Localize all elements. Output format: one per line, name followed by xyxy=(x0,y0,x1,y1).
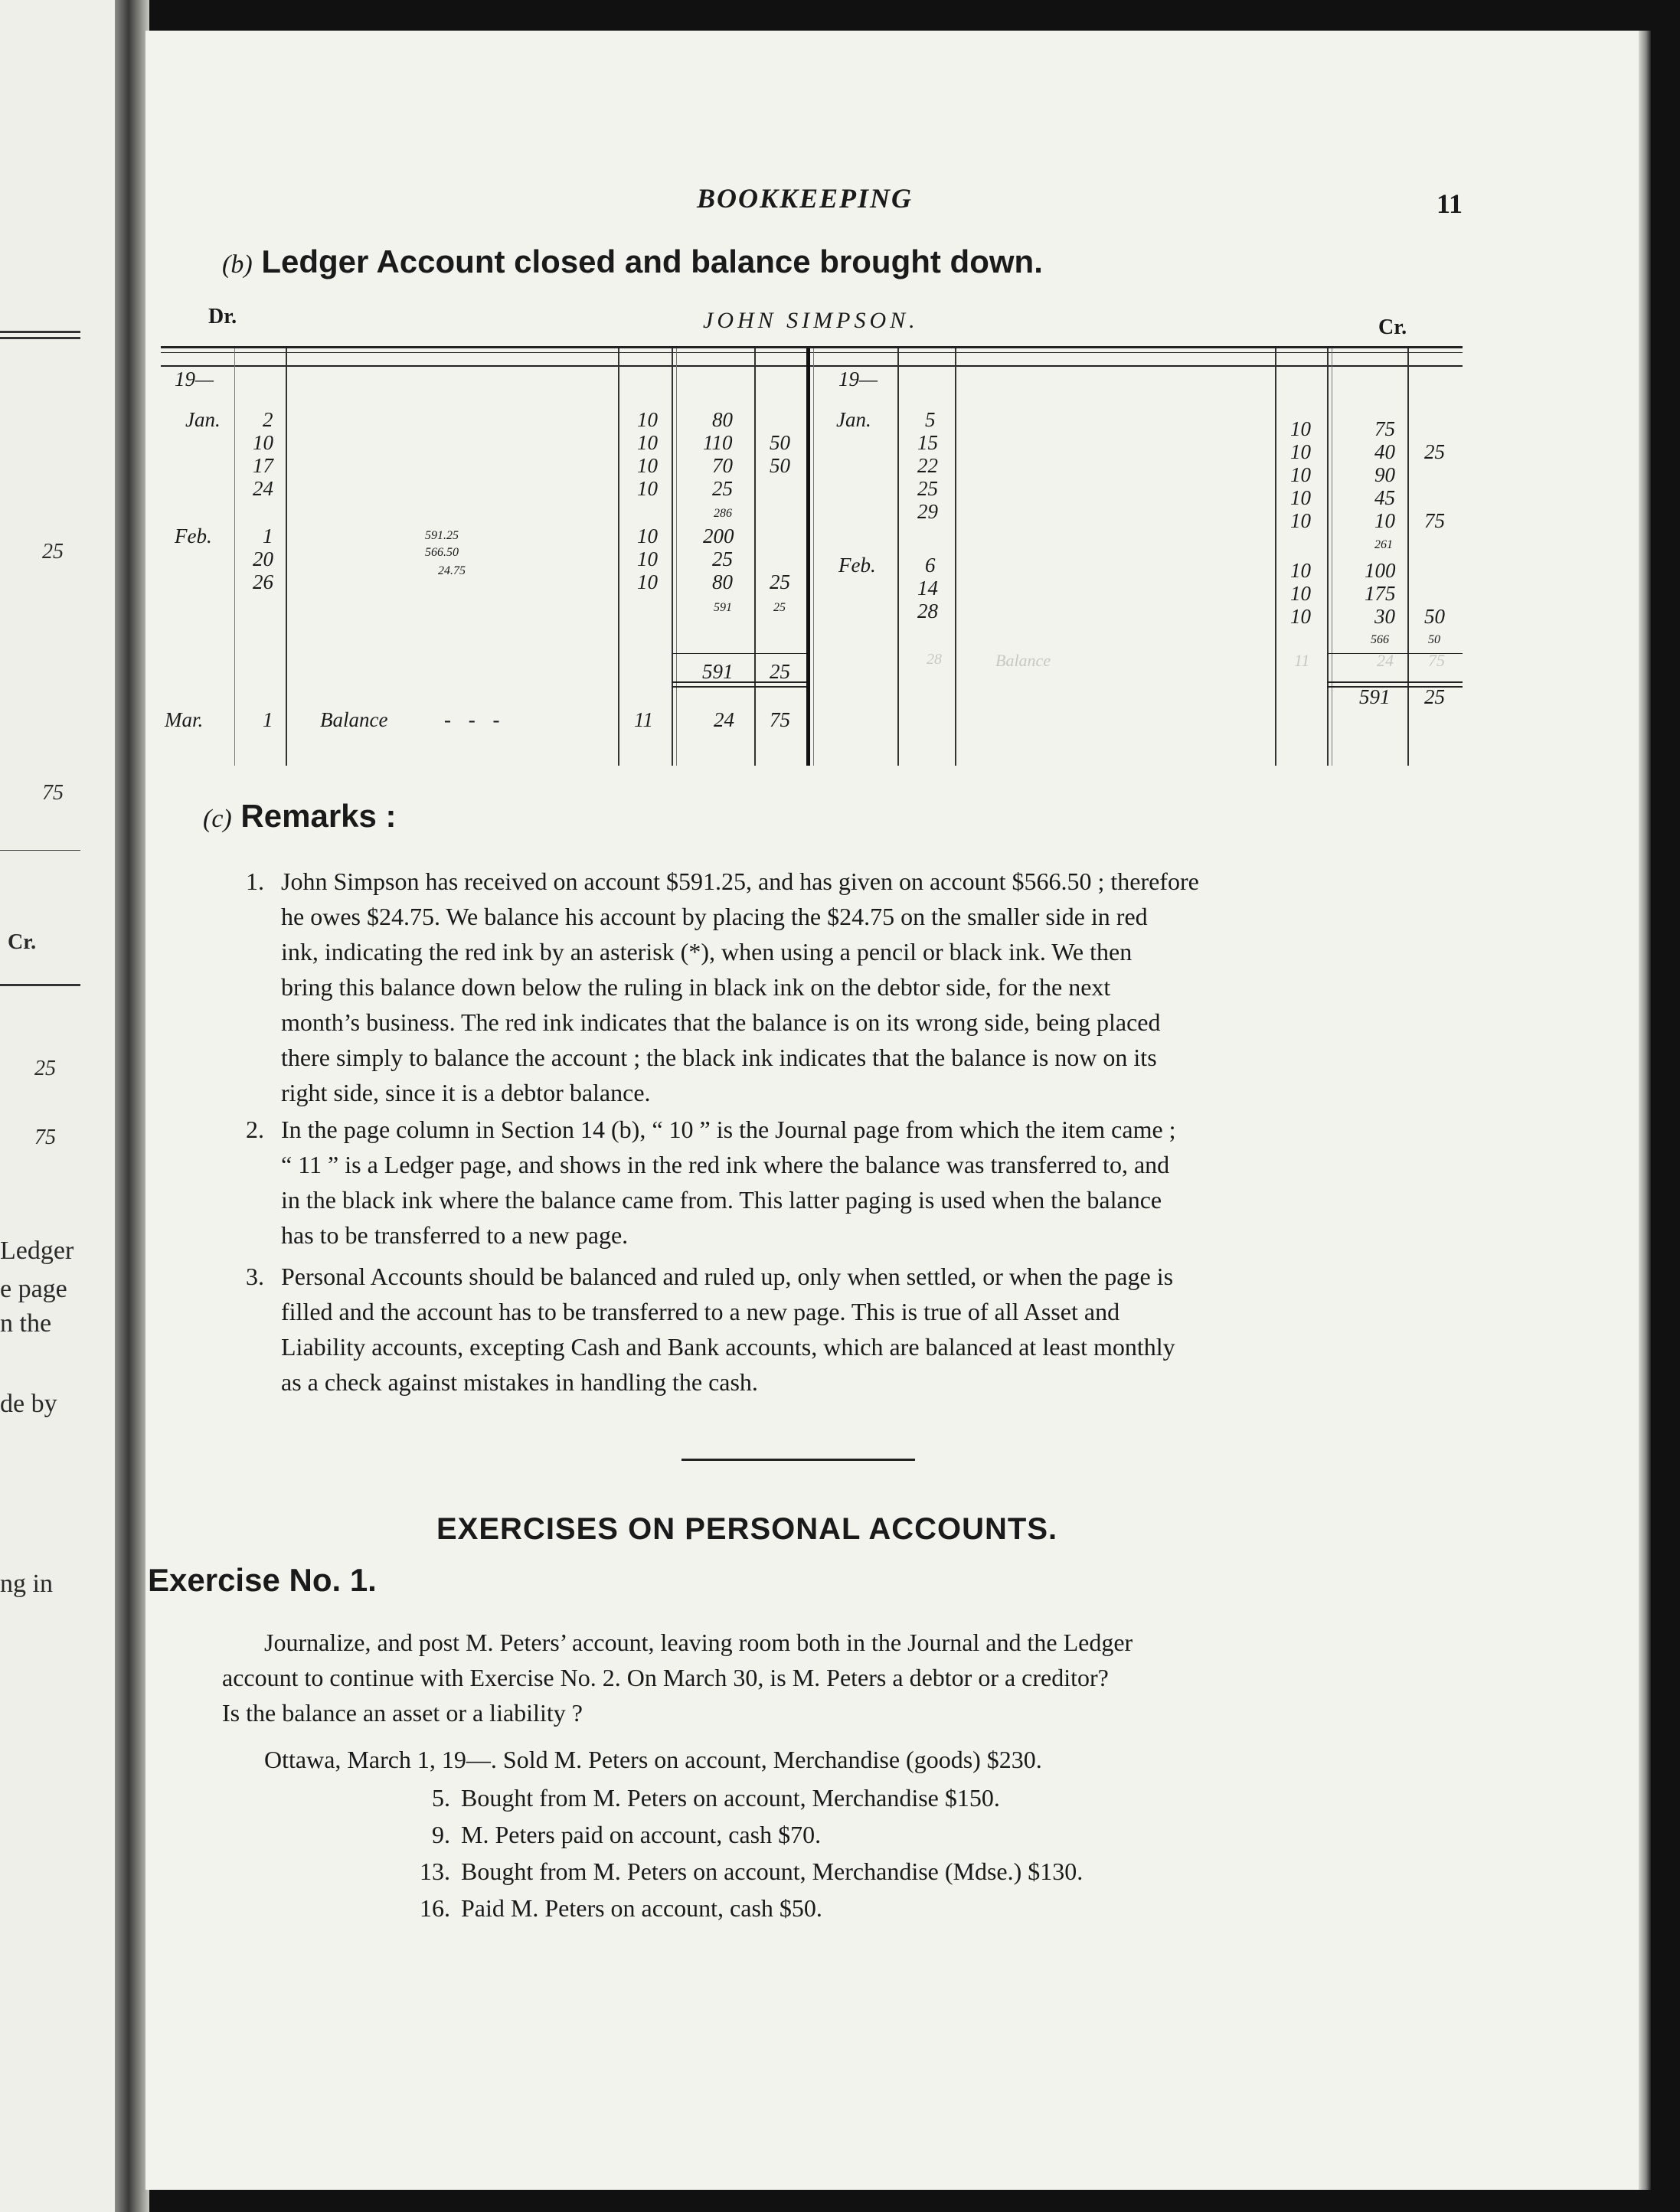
exercise-entry xyxy=(412,1821,821,1849)
credit-year: 19— xyxy=(838,368,878,390)
pencil-subtotal: 261 xyxy=(1374,538,1393,551)
debit-month: Feb. xyxy=(175,524,212,547)
left-page-rule xyxy=(0,984,80,986)
credit-day: 6 xyxy=(925,554,936,577)
debit-dollars: 25 xyxy=(712,547,733,570)
entry-day: 16. xyxy=(420,1894,450,1922)
entry-day: 5. xyxy=(432,1784,450,1812)
credit-page: 10 xyxy=(1290,582,1311,605)
credit-cents: 50 xyxy=(1424,605,1445,628)
red-ink-page: 11 xyxy=(1294,651,1310,670)
left-facing-page xyxy=(0,0,126,2212)
account-name: JOHN SIMPSON. xyxy=(703,308,919,333)
credit-total-cents: 25 xyxy=(1424,685,1445,708)
debit-day: 26 xyxy=(253,570,273,593)
remark-line: Liability accounts, excepting Cash and Bank accounts, which are balanced at least monthly xyxy=(281,1333,1175,1361)
entry-text: Bought from M. Peters on account, Merchandise $150. xyxy=(461,1784,1000,1812)
remark-number: 2. xyxy=(246,1116,264,1143)
pencil-subtotal: 50 xyxy=(1428,633,1440,646)
debit-dollars: 80 xyxy=(712,408,733,431)
credit-page: 10 xyxy=(1290,440,1311,463)
pencil-note: 566.50 xyxy=(425,546,459,559)
section-b-title: Ledger Account closed and balance brought down. xyxy=(261,243,1043,279)
section-b-heading xyxy=(222,243,1043,280)
left-page-rule xyxy=(0,331,80,333)
exercise-entry xyxy=(412,1857,1083,1886)
pencil-subtotal: 566 xyxy=(1371,633,1389,646)
running-header: BOOKKEEPING xyxy=(697,183,914,214)
ledger-column-rule xyxy=(1407,348,1409,766)
remark-item xyxy=(246,864,1460,1110)
exercise-entry-first: Ottawa, March 1, 19—. Sold M. Peters on account, Merchandise (goods) $230. xyxy=(264,1746,1042,1773)
remark-line: filled and the account has to be transferred to a new page. This is true of all Asset and xyxy=(281,1298,1120,1325)
ledger-column-rule xyxy=(676,348,677,766)
section-b-marker: (b) xyxy=(222,250,253,279)
remark-line: has to be transferred to a new page. xyxy=(281,1221,629,1249)
exercise-title: Exercise No. 1. xyxy=(148,1562,377,1598)
credit-day: 14 xyxy=(917,577,938,600)
pencil-note: 24.75 xyxy=(438,564,466,577)
section-c-heading xyxy=(203,798,397,835)
remark-line: In the page column in Section 14 (b), “ 10 ” is the Journal page from which the item came ; xyxy=(281,1116,1176,1143)
remark-line: John Simpson has received on account $591.25, and has given on account $566.50 ; therefore xyxy=(281,867,1199,895)
credit-month: Feb. xyxy=(838,554,876,577)
debit-total-cents: 25 xyxy=(770,660,790,683)
debit-dollars: 25 xyxy=(712,477,733,500)
debit-cents: 50 xyxy=(770,454,790,477)
balance-dots: - - - xyxy=(444,708,506,731)
debit-cents: 25 xyxy=(770,570,790,593)
debit-page: 10 xyxy=(637,454,658,477)
credit-label: Cr. xyxy=(1378,315,1407,339)
credit-page: 10 xyxy=(1290,486,1311,509)
credit-dollars: 40 xyxy=(1374,440,1395,463)
entry-day: 13. xyxy=(420,1857,450,1885)
left-page-text: e page xyxy=(0,1275,67,1303)
ledger-column-rule xyxy=(672,348,673,766)
debit-dollars: 70 xyxy=(712,454,733,477)
left-page-rule xyxy=(0,337,80,339)
total-rule xyxy=(672,653,806,654)
ledger-column-rule xyxy=(286,348,287,766)
intro-line: Journalize, and post M. Peters’ account, leaving room both in the Journal and the Ledger xyxy=(264,1629,1133,1656)
credit-page: 10 xyxy=(1290,509,1311,532)
left-page-text: 75 xyxy=(34,1126,56,1149)
credit-dollars: 90 xyxy=(1374,463,1395,486)
remark-line: ink, indicating the red ink by an asterisk (*), when using a pencil or black ink. We then xyxy=(281,938,1133,966)
debit-dollars: 80 xyxy=(712,570,733,593)
exercise-intro xyxy=(222,1625,1459,1730)
exercises-heading: EXERCISES ON PERSONAL ACCOUNTS. xyxy=(436,1512,1058,1546)
section-divider xyxy=(681,1459,915,1461)
ledger-center-rule xyxy=(806,348,810,766)
credit-page: 10 xyxy=(1290,463,1311,486)
credit-day: 29 xyxy=(917,500,938,523)
credit-month: Jan. xyxy=(836,408,871,431)
debit-page: 10 xyxy=(637,570,658,593)
debit-day: 17 xyxy=(253,454,273,477)
credit-cents: 25 xyxy=(1424,440,1445,463)
red-ink-day: 28 xyxy=(927,651,942,668)
ledger-column-rule xyxy=(1327,348,1329,766)
page-number: 11 xyxy=(1436,188,1463,219)
total-rule xyxy=(1327,681,1463,683)
remark-line: right side, since it is a debtor balance. xyxy=(281,1079,651,1106)
credit-dollars: 45 xyxy=(1374,486,1395,509)
balance-month: Mar. xyxy=(165,708,204,731)
debit-month: Jan. xyxy=(185,408,221,431)
pencil-subtotal: 591 xyxy=(714,601,732,614)
ledger-column-rule xyxy=(897,348,899,766)
left-page-text: ng in xyxy=(0,1570,53,1598)
debit-cents: 50 xyxy=(770,431,790,454)
balance-page: 11 xyxy=(634,708,653,731)
debit-label: Dr. xyxy=(208,305,237,328)
left-page-text: de by xyxy=(0,1390,57,1418)
entry-text: Paid M. Peters on account, cash $50. xyxy=(461,1894,822,1922)
remark-number: 3. xyxy=(246,1263,264,1290)
credit-cents: 75 xyxy=(1424,509,1445,532)
debit-day: 1 xyxy=(263,524,273,547)
pencil-subtotal: 286 xyxy=(714,507,732,520)
book-gutter xyxy=(115,0,149,2212)
intro-line: account to continue with Exercise No. 2. On March 30, is M. Peters a debtor or a creditor? xyxy=(222,1664,1109,1691)
entry-day: 9. xyxy=(432,1821,450,1848)
remark-item xyxy=(246,1259,1460,1400)
credit-dollars: 175 xyxy=(1365,582,1396,605)
debit-page: 10 xyxy=(637,524,658,547)
exercise-entry xyxy=(412,1894,822,1923)
balance-dollars: 24 xyxy=(714,708,734,731)
ledger-column-rule xyxy=(813,348,814,766)
credit-day: 22 xyxy=(917,454,938,477)
page-edge xyxy=(1639,31,1651,2190)
section-c-marker: (c) xyxy=(203,805,232,833)
section-c-title: Remarks : xyxy=(240,798,397,834)
ledger-account xyxy=(161,348,1463,766)
balance-particulars: Balance xyxy=(320,708,388,731)
debit-total-dollars: 591 xyxy=(702,660,734,683)
remark-line: there simply to balance the account ; the black ink indicates that the balance is now on its xyxy=(281,1044,1157,1071)
remark-line: as a check against mistakes in handling the cash. xyxy=(281,1368,758,1396)
red-ink-particulars: Balance xyxy=(995,651,1051,670)
left-page-text: 25 xyxy=(34,1057,56,1080)
remark-line: he owes $24.75. We balance his account by placing the $24.75 on the smaller side in red xyxy=(281,903,1148,930)
pencil-note: 591.25 xyxy=(425,529,459,542)
remark-line: month’s business. The red ink indicates that the balance is on its wrong side, being placed xyxy=(281,1008,1161,1036)
pencil-subtotal: 25 xyxy=(773,601,786,614)
credit-day: 28 xyxy=(917,600,938,622)
credit-dollars: 30 xyxy=(1374,605,1395,628)
debit-page: 10 xyxy=(637,477,658,500)
entry-text: M. Peters paid on account, cash $70. xyxy=(461,1821,822,1848)
red-ink-dollars: 24 xyxy=(1377,651,1394,670)
debit-page: 10 xyxy=(637,547,658,570)
balance-cents: 75 xyxy=(770,708,790,731)
credit-dollars: 10 xyxy=(1374,509,1395,532)
ledger-column-rule xyxy=(1275,348,1276,766)
ledger-column-rule xyxy=(955,348,956,766)
credit-day: 15 xyxy=(917,431,938,454)
exercise-entry xyxy=(412,1784,1000,1812)
entry-text: Bought from M. Peters on account, Merchandise (Mdse.) $130. xyxy=(461,1857,1084,1885)
left-page-cr-label: Cr. xyxy=(8,930,37,954)
remark-line: bring this balance down below the ruling in black ink on the debtor side, for the next xyxy=(281,973,1111,1001)
left-page-rule xyxy=(0,850,80,851)
left-page-text: n the xyxy=(0,1309,52,1338)
credit-page: 10 xyxy=(1290,605,1311,628)
credit-dollars: 75 xyxy=(1374,417,1395,440)
debit-day: 20 xyxy=(253,547,273,570)
debit-page: 10 xyxy=(637,408,658,431)
left-page-text: Ledger xyxy=(0,1237,74,1265)
balance-day: 1 xyxy=(263,708,273,731)
total-rule xyxy=(672,686,806,688)
debit-page: 10 xyxy=(637,431,658,454)
debit-year: 19— xyxy=(175,368,214,390)
debit-day: 24 xyxy=(253,477,273,500)
credit-dollars: 100 xyxy=(1365,559,1396,582)
left-page-text: 25 xyxy=(42,540,64,564)
left-page-text: 75 xyxy=(42,781,64,805)
red-ink-cents: 75 xyxy=(1428,651,1445,670)
intro-line: Is the balance an asset or a liability ? xyxy=(222,1699,583,1727)
debit-dollars: 110 xyxy=(703,431,733,454)
credit-page: 10 xyxy=(1290,417,1311,440)
ledger-column-rule xyxy=(754,348,756,766)
credit-day: 25 xyxy=(917,477,938,500)
credit-day: 5 xyxy=(925,408,936,431)
remark-number: 1. xyxy=(246,867,264,895)
debit-dollars: 200 xyxy=(703,524,734,547)
ledger-column-rule xyxy=(234,348,235,766)
credit-total-dollars: 591 xyxy=(1359,685,1391,708)
debit-day: 10 xyxy=(253,431,273,454)
remark-line: Personal Accounts should be balanced and ruled up, only when settled, or when the page is xyxy=(281,1263,1174,1290)
ledger-column-rule xyxy=(618,348,619,766)
remark-item xyxy=(246,1112,1460,1253)
credit-page: 10 xyxy=(1290,559,1311,582)
debit-day: 2 xyxy=(263,408,273,431)
remark-line: in the black ink where the balance came from. This latter paging is used when the balance xyxy=(281,1186,1162,1214)
remark-line: “ 11 ” is a Ledger page, and shows in the red ink where the balance was transferred to, and xyxy=(281,1151,1170,1178)
